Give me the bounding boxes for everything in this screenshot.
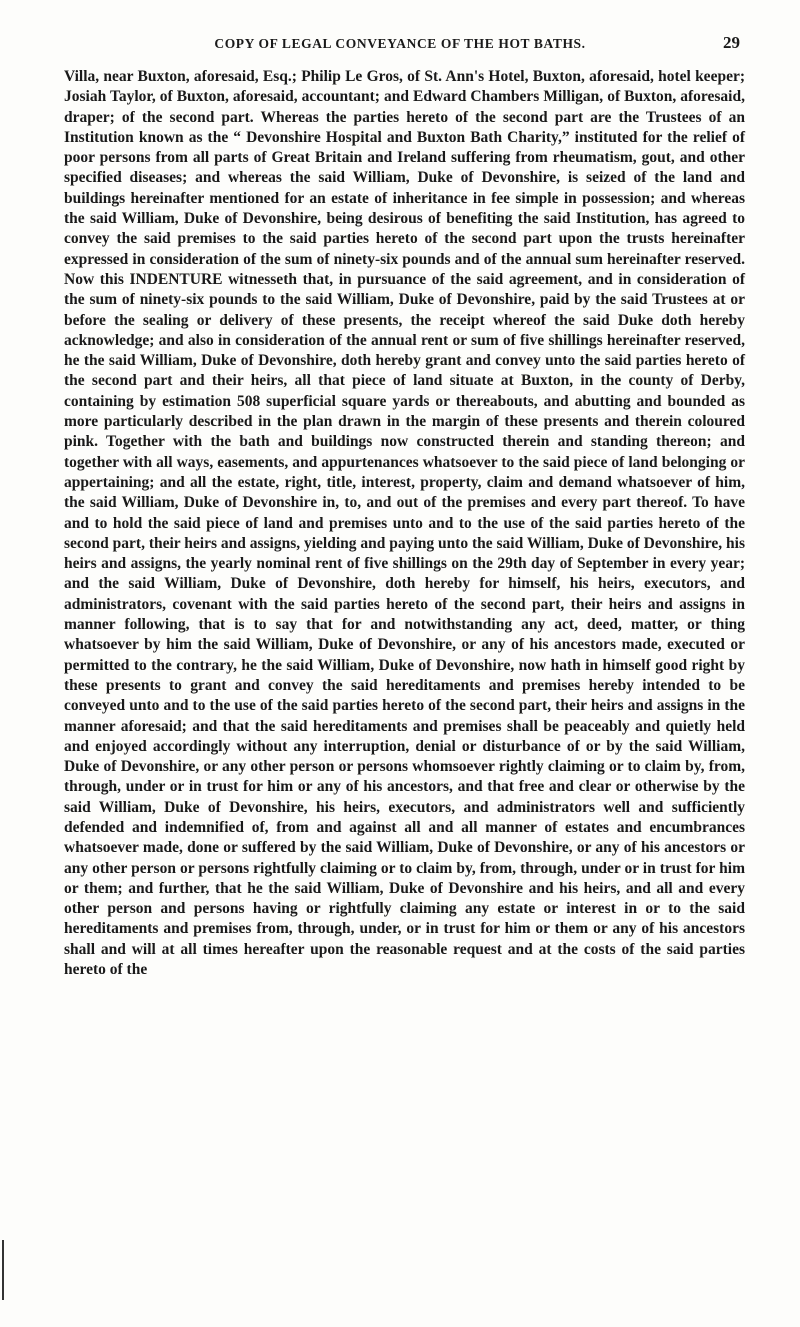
scan-edge-mark xyxy=(2,1240,4,1300)
page-number: 29 xyxy=(723,33,740,52)
page-header xyxy=(60,33,740,60)
running-title: COPY OF LEGAL CONVEYANCE OF THE HOT BATHS. xyxy=(214,36,586,51)
body-paragraph: Villa, near Buxton, aforesaid, Esq.; Philip Le Gros, of St. Ann's Hotel, Buxton, aforesaid, hotel keeper; Josiah Taylor, of Buxton, aforesaid, accountant; and Edward Chambers Milligan, of Buxton, aforesaid, draper; of the second part. Whereas the parties hereto of the second part are the Trustees of an Institution known as the “ Devonshire Hospital and Buxton Bath Charity,” instituted for the relief of poor persons from all parts of Great Britain and Ireland suffering from rheumatism, gout, and other specified diseases; and whereas the said William, Duke of Devonshire, is seized of the land and buildings hereinafter mentioned for an estate of inheritance in fee simple in possession; and whereas the said William, Duke of Devonshire, being desirous of benefiting the said Institution, has agreed to convey the said premises to the said parties hereto of the second part upon the trusts hereinafter expressed in consideration of the sum of ninety-six pounds and of the annual sum hereinafter reserved. Now this INDENTURE witnesseth that, in pursuance of the said agreement, and in consideration of the sum of ninety-six pounds to the said William, Duke of Devonshire, paid by the said Trustees at or before the sealing or delivery of these presents, the receipt whereof the said Duke doth hereby acknowledge; and also in consideration of the annual rent or sum of five shillings hereinafter reserved, he the said William, Duke of Devonshire, doth hereby grant and convey unto the said parties hereto of the second part and their heirs, all that piece of land situate at Buxton, in the county of Derby, containing by estimation 508 superficial square yards or thereabouts, and abutting and bounded as more particularly described in the plan drawn in the margin of these presents and therein coloured pink. Together with the bath and buildings now constructed therein and standing thereon; and together with all ways, easements, and appurtenances whatsoever to the said piece of land belonging or appertaining; and all the estate, right, title, interest, property, claim and demand whatsoever of him, the said William, Duke of Devonshire in, to, and out of the premises and every part thereof. To have and to hold the said piece of land and premises unto and to the use of the said parties hereto of the second part, their heirs and assigns, yielding and paying unto the said William, Duke of Devonshire, his heirs and assigns, the yearly nominal rent of five shillings on the 29th day of September in every year; and the said William, Duke of Devonshire, doth hereby for himself, his heirs, executors, and administrators, covenant with the said parties hereto of the second part, their heirs and assigns in manner following, that is to say that for and notwithstanding any act, deed, matter, or thing whatsoever by him the said William, Duke of Devonshire, or any of his ancestors made, executed or permitted to the contrary, he the said William, Duke of Devonshire, now hath in himself good right by these presents to grant and convey the said hereditaments and premises hereby intended to be conveyed unto and to the use of the said parties hereto of the second part, their heirs and assigns in the manner aforesaid; and that the said hereditaments and premises shall be peaceably and quietly held and enjoyed accordingly without any interruption, denial or disturbance of or by the said William, Duke of Devonshire, or any other person or persons whomsoever rightly claiming or to claim by, from, through, under or in trust for him or any of his ancestors, and that free and clear or otherwise by the said William, Duke of Devonshire, his heirs, executors, and administrators well and sufficiently defended and indemnified of, from and against all and all manner of estates and encumbrances whatsoever made, done or suffered by the said William, Duke of Devonshire, or any of his ancestors or any other person or persons rightfully claiming or to claim by, from, through, under or in trust for him or them; and further, that he the said William, Duke of Devonshire and his heirs, and all and every other person and persons having or rightfully claiming any estate or interest in or to the said hereditaments and premises from, through, under, or in trust for him or them or any of his ancestors shall and will at all times hereafter upon the reasonable request and at the costs of the said parties hereto of the xyxy=(64,68,745,979)
